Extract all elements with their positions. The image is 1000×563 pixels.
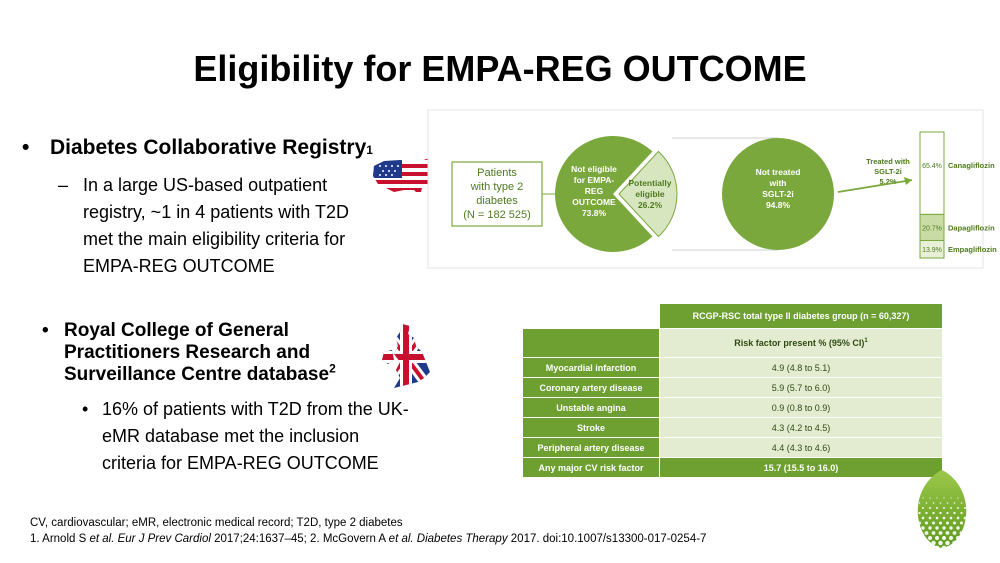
patients-text-line: with type 2 [470, 181, 524, 193]
not-eligible-text: 73.8% [581, 208, 607, 218]
uk-flag-icon [380, 322, 432, 392]
registry-detail [58, 172, 378, 280]
row-value: 0.9 (0.8 to 0.9) [660, 398, 943, 418]
bullet-marker: • [42, 320, 49, 341]
row-label: Unstable angina [523, 398, 660, 418]
table-header-row [523, 304, 943, 329]
registry-detail-text: In a large US-based outpatient registry, ~1 in 4 patients with T2D met the main eligibility criteria for EMPA-REG OUTCOME [83, 175, 349, 276]
row-label: Coronary artery disease [523, 378, 660, 398]
potentially-eligible-text: eligible [635, 189, 665, 199]
row-value: 4.3 (4.2 to 4.5) [660, 418, 943, 438]
footnotes [30, 515, 706, 547]
rcgp-ref: 2 [329, 361, 336, 376]
table-row [523, 378, 943, 398]
potentially-eligible-text: Potentially [628, 178, 672, 188]
table-subheader: Risk factor present % (95% CI)$^1$ [660, 329, 943, 358]
treated-text: Treated with [866, 157, 910, 166]
table-subheader-corner [523, 329, 660, 358]
table-row [523, 398, 943, 418]
patients-text-line: (N = 182 525) [463, 209, 531, 221]
bullet-registry: • Diabetes Collaborative Registry 1 [22, 136, 373, 159]
bullet-marker: • [82, 399, 89, 419]
table-header: RCGP-RSC total type II diabetes group (n = 60,327) [660, 304, 943, 329]
row-value: 4.9 (4.8 to 5.1) [660, 358, 943, 378]
bar-segment-pct: 65.4% [922, 163, 942, 170]
not-eligible-text: Not eligible [571, 164, 617, 174]
bar-segment-pct: 13.9% [922, 247, 942, 255]
row-label: Peripheral artery disease [523, 438, 660, 458]
not-eligible-text: OUTCOME [572, 197, 616, 207]
row-value: 5.9 (5.7 to 6.0) [660, 378, 943, 398]
table-subheader-row [523, 329, 943, 358]
treated-text: SGLT-2i [874, 167, 902, 176]
eligibility-flow-diagram [428, 110, 997, 270]
bar-segment-canagliflozin [920, 132, 944, 214]
row-value: 4.4 (4.3 to 4.6) [660, 438, 943, 458]
not-eligible-text: REG [584, 186, 604, 196]
row-label: Myocardial infarction [523, 358, 660, 378]
not-treated-text: Not treated [755, 167, 801, 177]
patients-text-line: diabetes [476, 195, 518, 207]
table-row [523, 438, 943, 458]
rcgp-detail [82, 396, 412, 477]
table-row [523, 418, 943, 438]
bullet-marker: • [22, 136, 30, 159]
not-treated-text: 94.8% [765, 200, 791, 210]
bullet-rcgp [42, 320, 362, 386]
table-row [523, 358, 943, 378]
page-title: Eligibility for EMPA-REG OUTCOME [193, 48, 807, 89]
not-treated-text: with [769, 178, 787, 188]
table-corner [523, 304, 660, 329]
row-label: Any major CV risk factor [523, 458, 660, 478]
potentially-eligible-text: 26.2% [637, 200, 663, 210]
risk-factor-table [522, 303, 943, 478]
registry-heading: Diabetes Collaborative Registry [50, 136, 367, 159]
treated-text: 5.2% [879, 177, 897, 186]
not-treated-text: SGLT-2i [762, 189, 794, 199]
bar-segment-drug: Dapagliflozin [948, 223, 995, 233]
bar-segment-drug: Canagliflozin [948, 161, 995, 170]
not-eligible-text: for EMPA- [573, 175, 615, 185]
bar-segment-drug: Empagliflozin [948, 245, 997, 255]
table-row-total [523, 458, 943, 478]
row-label: Stroke [523, 418, 660, 438]
rcgp-detail-text: 16% of patients with T2D from the UK-eMR database met the inclusion criteria for EMPA-REG OUTCOME [102, 399, 409, 473]
references: 1. Arnold S et al. Eur J Prev Cardiol 2017;24:1637–45; 2. McGovern A et al. Diabetes Therapy 2017. doi:10.1007/s13300-017-0254-7 [30, 533, 707, 545]
bar-segment-pct: 20.7% [922, 225, 942, 233]
leaf-logo-icon [912, 468, 972, 550]
row-value: 15.7 (15.5 to 16.0) [660, 458, 943, 478]
dash-marker: – [58, 175, 69, 195]
rcgp-heading: Royal College of General Practitioners Research and Surveillance Centre database [64, 320, 330, 385]
patients-text-line: Patients [477, 167, 517, 179]
abbreviations: CV, cardiovascular; eMR, electronic medical record; T2D, type 2 diabetes [30, 517, 403, 529]
